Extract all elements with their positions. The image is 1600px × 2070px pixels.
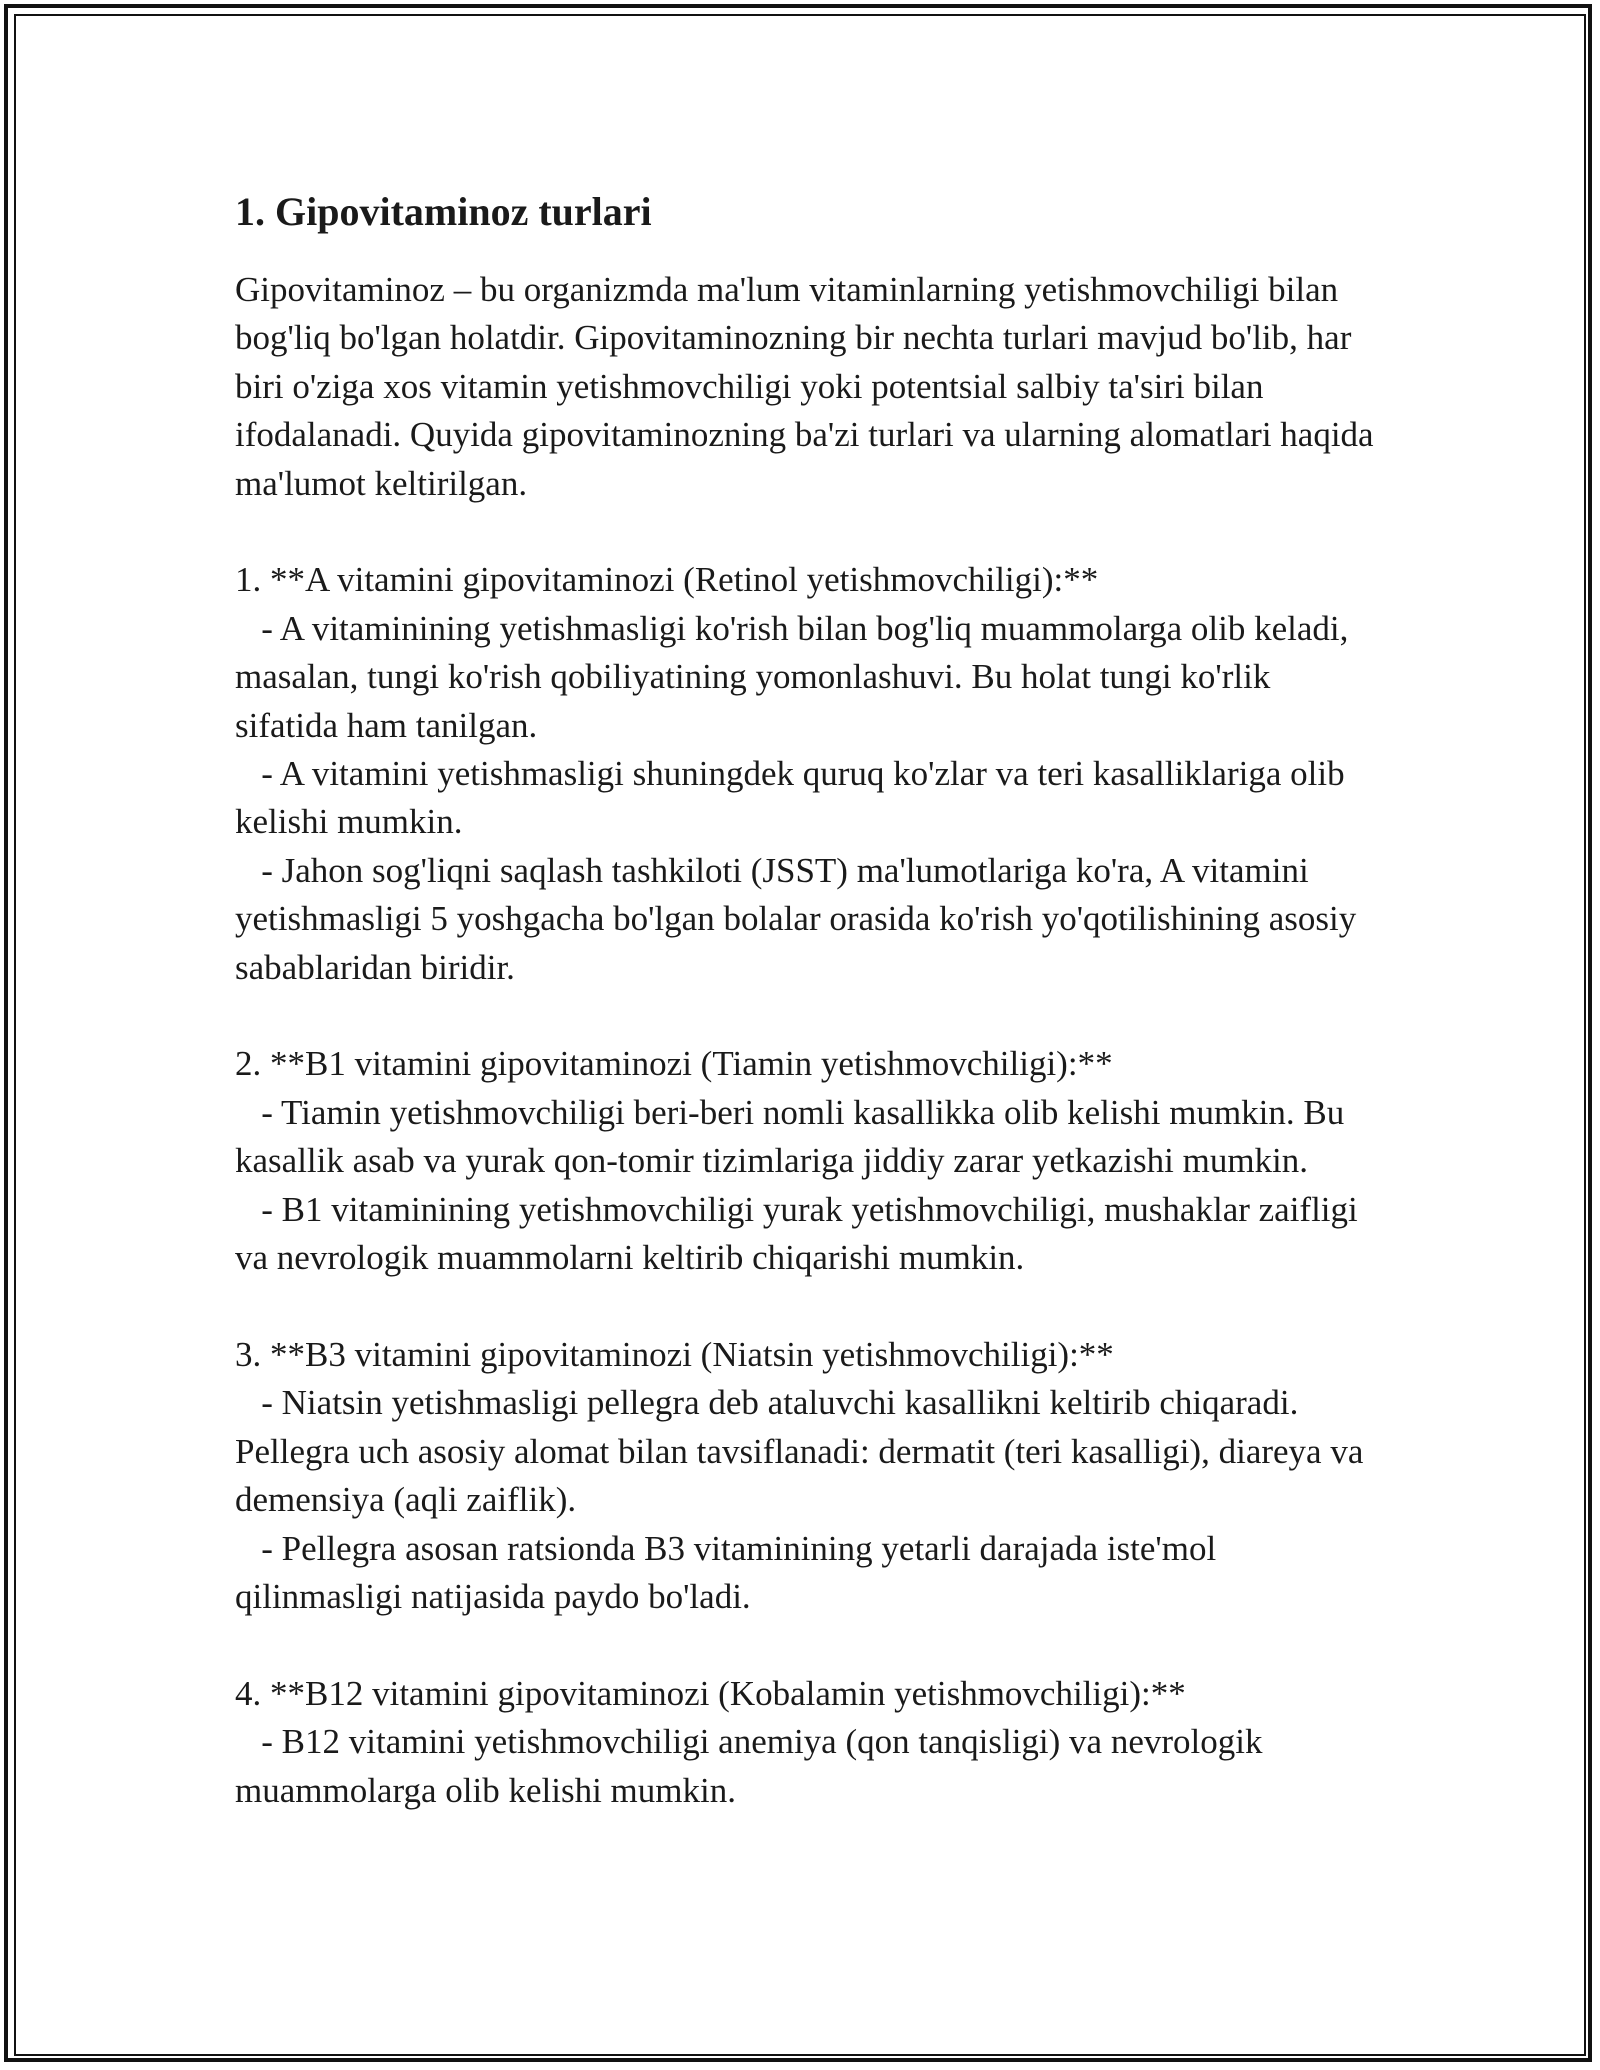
intro-paragraph: Gipovitaminoz – bu organizmda ma'lum vitaminlarning yetishmovchiligi bilan bog'liq bo'lgan holatdir. Gipovitaminozning bir nechta turlari mavjud bo'lib, har biri o'ziga xos vitamin yetishmovchiligi yoki potentsial salbiy ta'siri bilan ifodalanadi. Quyida gipovitaminozning ba'zi turlari va ularning alomatlari haqida ma'lumot keltirilgan. — [235, 270, 1383, 503]
document-body — [235, 188, 1383, 1815]
section-vitamin-b1 — [235, 1040, 1375, 1282]
paragraph-spacer — [235, 508, 1375, 556]
section-title: 4. **B12 vitamini gipovitaminozi (Kobalamin yetishmovchiligi):** — [235, 1673, 1186, 1713]
section-vitamin-a — [235, 556, 1375, 992]
section-vitamin-b12 — [235, 1670, 1375, 1815]
section-bullet: - A vitaminining yetishmasligi ko'rish bilan bog'liq muammolarga olib keladi, masalan, tungi ko'rish qobiliyatining yomonlashuvi. Bu holat tungi ko'rlik sifatida ham tanilgan. — [235, 608, 1358, 745]
section-title: 1. **A vitamini gipovitaminozi (Retinol yetishmovchiligi):** — [235, 560, 1099, 600]
section-bullet: - B1 vitaminining yetishmovchiligi yurak yetishmovchiligi, mushaklar zaifligi va nevrologik muammolarni keltirib chiqarishi mumkin. — [235, 1189, 1367, 1278]
section-bullet: - A vitamini yetishmasligi shuningdek quruq ko'zlar va teri kasalliklariga olib kelishi mumkin. — [235, 754, 1354, 842]
section-title: 2. **B1 vitamini gipovitaminozi (Tiamin yetishmovchiligi):** — [235, 1044, 1113, 1084]
section-bullet: - Tiamin yetishmovchiligi beri-beri nomli kasallikka olib kelishi mumkin. Bu kasallik asab va yurak qon-tomir tizimlariga jiddiy zarar yetkazishi mumkin. — [235, 1092, 1353, 1181]
section-bullet: - Jahon sog'liqni saqlash tashkiloti (JSST) ma'lumotlariga ko'ra, A vitamini yetishmasligi 5 yoshgacha bo'lgan bolalar orasida ko'rish yo'qotilishining asosiy sabablaridan biridir. — [235, 850, 1366, 987]
section-bullet: - B12 vitamini yetishmovchiligi anemiya (qon tanqisligi) va nevrologik muammolarga olib kelishi mumkin. — [235, 1722, 1272, 1810]
section-vitamin-b3 — [235, 1331, 1375, 1621]
paragraph-spacer — [235, 1621, 1375, 1669]
document-heading: 1. Gipovitaminoz turlari — [235, 189, 652, 234]
paragraph-spacer — [235, 1283, 1375, 1331]
section-bullet: - Niatsin yetishmasligi pellegra deb ataluvchi kasallikni keltirib chiqaradi. Pellegra uch asosiy alomat bilan tavsiflanadi: dermatit (teri kasalligi), diareya va demensiya (aqli zaiflik). — [235, 1383, 1373, 1520]
section-title: 3. **B3 vitamini gipovitaminozi (Niatsin yetishmovchiligi):** — [235, 1334, 1114, 1374]
paragraph-spacer — [235, 992, 1375, 1040]
section-bullet: - Pellegra asosan ratsionda B3 vitaminining yetarli darajada iste'mol qilinmasligi natijasida paydo bo'ladi. — [235, 1528, 1225, 1616]
